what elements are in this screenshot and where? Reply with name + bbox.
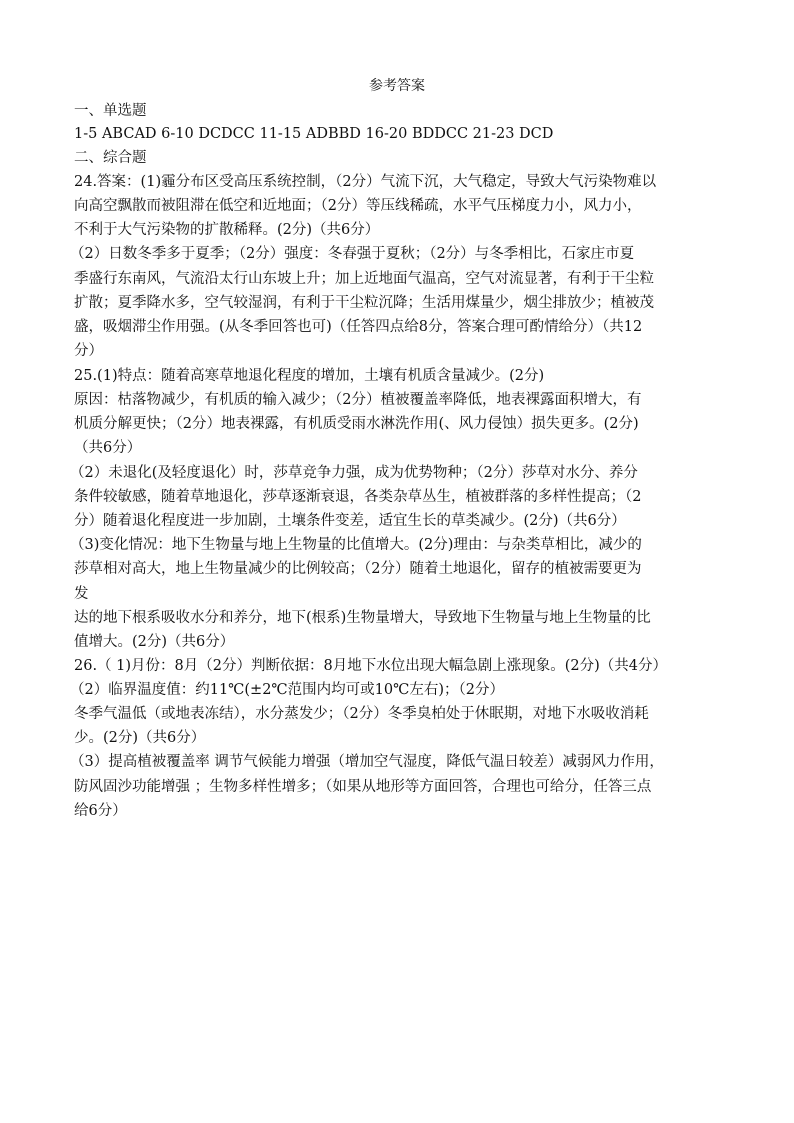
text-line: 分） <box>74 343 103 359</box>
text-line: 防风固沙功能增强 ；生物多样性增多；（如果从地形等方面回答，合理也可给分，任答三点 <box>74 779 652 795</box>
text-line: 给6分） <box>74 803 127 819</box>
text-line: （3）提高植被覆盖率 调节气候能力增强（增加空气湿度，降低气温日较差）减弱风力作用， <box>70 754 664 770</box>
text-line: 向高空飘散而被阻滞在低空和近地面；（2分）等压线稀疏，水平气压梯度力小，风力小， <box>74 198 642 214</box>
text-line: 分）随着退化程度进一步加剧，土壤条件变差，适宜生长的草类减少。(2分)（共6分） <box>74 513 626 529</box>
text-line: 冬季气温低（或地表冻结），水分蒸发少；（2分）冬季臭柏处于休眠期，对地下水吸收消耗 <box>74 706 649 722</box>
text-line: 24.答案：(1)霾分布区受高压系统控制，（2分）气流下沉，大气稳定，导致大气污染物难以 <box>74 174 657 190</box>
text-line: （2）未退化(及轻度退化）时，莎草竞争力强，成为优势物种；（2分）莎草对水分、养分 <box>70 465 638 481</box>
text-line: 二、综合题 <box>74 150 147 166</box>
page-title: 参考答案 <box>369 78 425 94</box>
text-line: 值增大。(2分)（共6分） <box>74 634 235 650</box>
text-line: 季盛行东南风，气流沿太行山东坡上升；加上近地面气温高，空气对流显著，有利于干尘粒 <box>74 271 654 287</box>
text-line: 达的地下根系吸收水分和养分，地下(根系)生物量增大，导致地下生物量与地上生物量的比 <box>74 610 651 626</box>
text-line: 发 <box>74 586 89 602</box>
text-line: （2）临界温度值：约11℃(±2℃范围内均可或10℃左右)；（2分） <box>70 682 504 698</box>
text-line: 机质分解更快；（2分）地表裸露，有机质受雨水淋洗作用(、风力侵蚀）损失更多。(2分) <box>74 416 639 432</box>
text-line: （2）日数冬季多于夏季；（2分）强度：冬春强于夏秋；（2分）与冬季相比，石家庄市夏 <box>70 246 635 262</box>
text-line: 条件较敏感，随着草地退化，莎草逐渐衰退，各类杂草丛生，植被群落的多样性提高；（2 <box>74 489 642 505</box>
text-line: 不利于大气污染物的扩散稀释。(2分)（共6分） <box>74 222 380 238</box>
text-line: 少。(2分)（共6分） <box>74 730 206 746</box>
text-line: 25.(1)特点：随着高寒草地退化程度的增加，土壤有机质含量减少。(2分) <box>74 368 545 384</box>
text-line: 盛，吸烟滞尘作用强。(从冬季回答也可)（任答四点给8分，答案合理可酌情给分）（共12 <box>74 319 643 335</box>
text-line: 扩散；夏季降水多，空气较湿润，有利于干尘粒沉降；生活用煤量少，烟尘排放少；植被茂 <box>74 295 654 311</box>
text-line: 一、单选题 <box>74 103 147 119</box>
text-line: 1-5 ABCAD 6-10 DCDCC 11-15 ADBBD 16-20 BDDCC 21-23 DCD <box>74 126 554 142</box>
text-line: 莎草相对高大，地上生物量减少的比例较高；（2分）随着土地退化，留存的植被需要更为 <box>74 561 642 577</box>
text-line: （3)变化情况：地下生物量与地上生物量的比值增大。(2分)理由：与杂类草相比，减少的 <box>70 537 642 553</box>
text-line: （共6分） <box>74 440 142 456</box>
text-line: 原因：枯落物减少，有机质的输入减少；（2分）植被覆盖率降低，地表裸露面积增大，有 <box>74 392 642 408</box>
text-line: 26.（ 1)月份：8月（2分）判断依据：8月地下水位出现大幅急剧上涨现象。(2分)（共4分） <box>74 658 667 674</box>
